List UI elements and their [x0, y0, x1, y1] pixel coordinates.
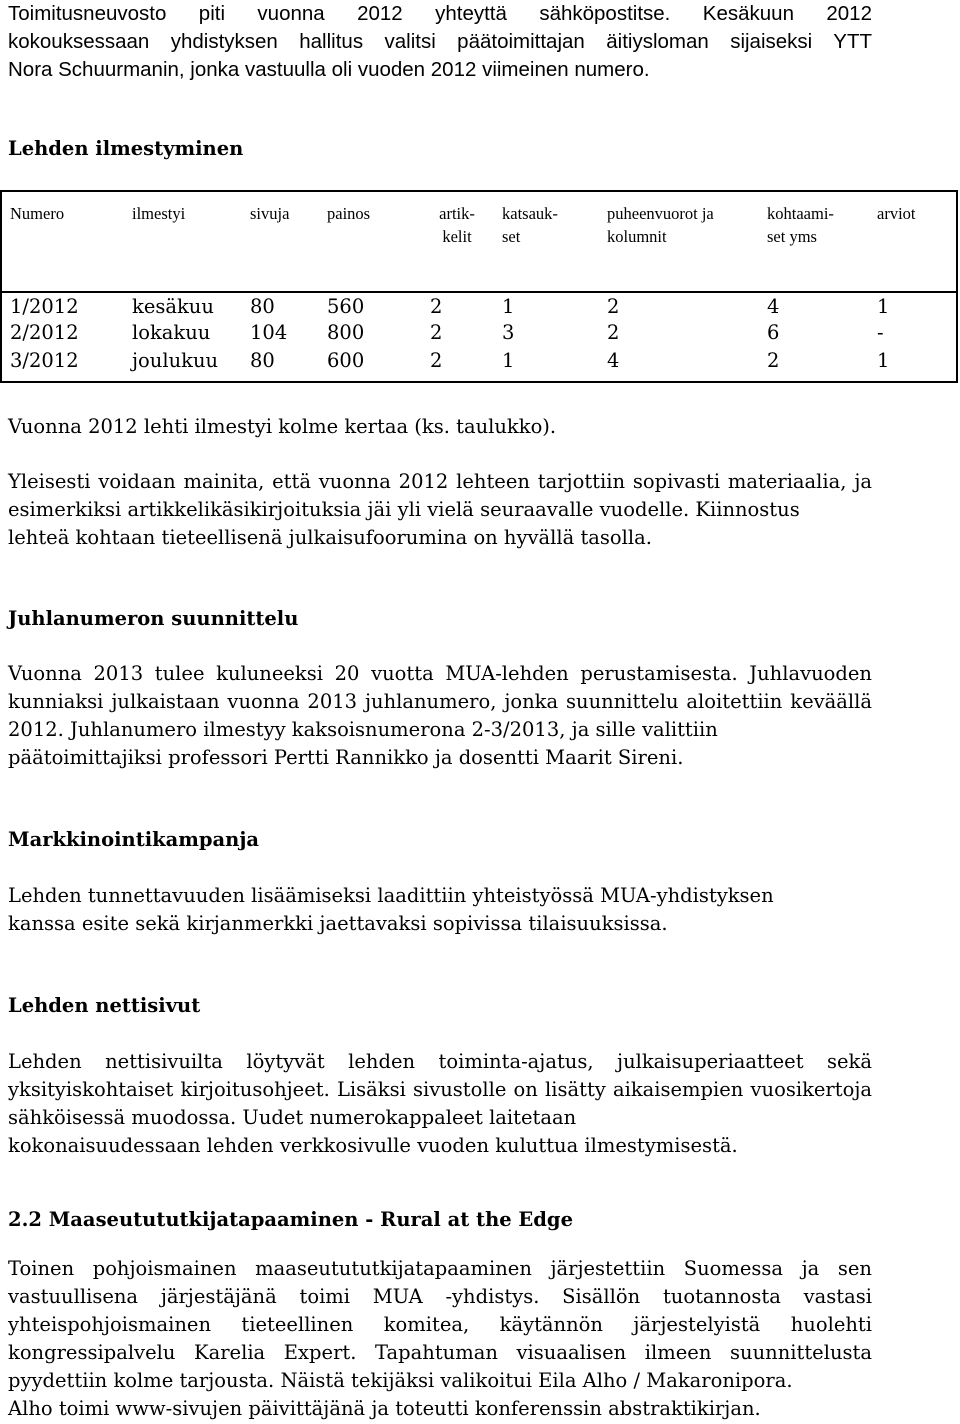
table-cell: 80 — [250, 349, 275, 372]
table-cell: 1 — [502, 295, 515, 318]
intro-line: kokouksessaan yhdistyksen hallitus valitsi päätoimittajan äitiysloman sijaiseksi YTT — [8, 30, 872, 53]
table-cell: 6 — [767, 321, 780, 344]
meeting-paragraph: Toinen pohjoismainen maaseutututkijatapaaminen järjestettiin Suomessa ja sen vastuullisena järjestäjänä toimi MUA -yhdistys. Sisällön tuotannosta vastasi yhteispohjoismainen tieteellinen komitea, käytännön järjestelyistä huolehti kongressipalvelu Karelia Expert. Tapahtuman visuaalisen ilmeen suunnittelusta pyydettiin kolme tarjousta. Näistä tekijäksi valikoitui Eila Alho / Makaronipora. Alho toimi www-sivujen päivittäjänä ja toteutti konferenssin abstraktikirjan. — [8, 1257, 872, 1420]
table-cell: 3 — [502, 321, 515, 344]
section-heading-website: Lehden nettisivut — [8, 994, 201, 1017]
table-cell: 4 — [767, 295, 780, 318]
table-cell: 1/2012 — [10, 295, 79, 318]
table-cell: 1 — [502, 349, 515, 372]
table-cell: lokakuu — [132, 321, 211, 344]
issues-table — [0, 190, 958, 383]
table-cell: joulukuu — [132, 349, 219, 372]
table-cell: 2 — [430, 295, 443, 318]
table-cell: 600 — [327, 349, 365, 372]
table-cell: 1 — [877, 349, 890, 372]
table-cell: 2/2012 — [10, 321, 79, 344]
marketing-paragraph: Lehden tunnettavuuden lisäämiseksi laadittiin yhteistyössä MUA-yhdistyksen kanssa esite sekä kirjanmerkki jaettavaksi sopivissa tilaisuuksissa. — [8, 884, 774, 935]
table-cell: 560 — [327, 295, 365, 318]
table-row — [2, 319, 956, 349]
intro-line: Nora Schuurmanin, jonka vastuulla oli vuoden 2012 viimeinen numero. — [8, 58, 650, 81]
table-header-cell: arviot — [877, 204, 916, 223]
table-cell: 2 — [430, 321, 443, 344]
jubilee-paragraph: Vuonna 2013 tulee kuluneeksi 20 vuotta MUA-lehden perustamisesta. Juhlavuoden kunniaksi julkaistaan vuonna 2013 juhlanumero, jonka suunnittelu aloitettiin keväällä 2012. Juhlanumero ilmestyy kaksoisnumerona 2-3/2013, ja sille valittiin päätoimittajiksi professori Pertti Rannikko ja dosentti Maarit Sireni. — [8, 662, 872, 769]
table-header-cell: puheenvuorot ja kolumnit — [607, 204, 714, 246]
table-cell: - — [877, 321, 884, 344]
website-paragraph: Lehden nettisivuilta löytyvät lehden toiminta-ajatus, julkaisuperiaatteet sekä yksityiskohtaiset kirjoitusohjeet. Lisäksi sivustolle on lisätty aikaisempien vuosikertoja sähköisessä muodossa. Uudet numerokappaleet laitetaan kokonaisuudessaan lehden verkkosivulle vuoden kuluttua ilmestymisestä. — [8, 1050, 872, 1157]
table-header-cell: artik- kelit — [439, 204, 475, 246]
table-header-cell: sivuja — [250, 204, 290, 223]
table-header-cell: ilmestyi — [132, 204, 186, 223]
table-header-cell: Numero — [10, 204, 65, 223]
table-cell: 3/2012 — [10, 349, 79, 372]
table-cell: 1 — [877, 295, 890, 318]
table-cell: 4 — [607, 349, 620, 372]
table-cell: 2 — [430, 349, 443, 372]
section-heading-issues: Lehden ilmestyminen — [8, 137, 244, 160]
table-cell: 2 — [767, 349, 780, 372]
table-caption: Vuonna 2012 lehti ilmestyi kolme kertaa (ks. taulukko). — [8, 415, 557, 438]
table-cell: kesäkuu — [132, 295, 214, 318]
section-heading-meeting: 2.2 Maaseutututkijatapaaminen - Rural at the Edge — [8, 1208, 573, 1231]
table-cell: 2 — [607, 295, 620, 318]
section-heading-marketing: Markkinointikampanja — [8, 828, 260, 851]
table-cell: 800 — [327, 321, 365, 344]
table-cell: 80 — [250, 295, 275, 318]
table-cell: 104 — [250, 321, 288, 344]
table-header-cell: katsauk- set — [502, 204, 558, 246]
section-heading-jubilee: Juhlanumeron suunnittelu — [8, 607, 299, 630]
intro-line: Toimitusneuvosto piti vuonna 2012 yhteyttä sähköpostitse. Kesäkuun 2012 — [8, 2, 872, 25]
table-row — [2, 291, 956, 321]
table-row — [2, 347, 956, 377]
issues-paragraph: Yleisesti voidaan mainita, että vuonna 2012 lehteen tarjottiin sopivasti materiaalia, ja esimerkiksi artikkelikäsikirjoituksia jäi yli vielä seuraavalle vuodelle. Kiinnostus lehteä kohtaan tieteellisenä julkaisufoorumina on hyvällä tasolla. — [8, 470, 872, 549]
table-header-cell: kohtaami- set yms — [767, 204, 834, 246]
intro-paragraph — [8, 0, 872, 84]
table-header-cell: painos — [327, 204, 371, 223]
table-cell: 2 — [607, 321, 620, 344]
